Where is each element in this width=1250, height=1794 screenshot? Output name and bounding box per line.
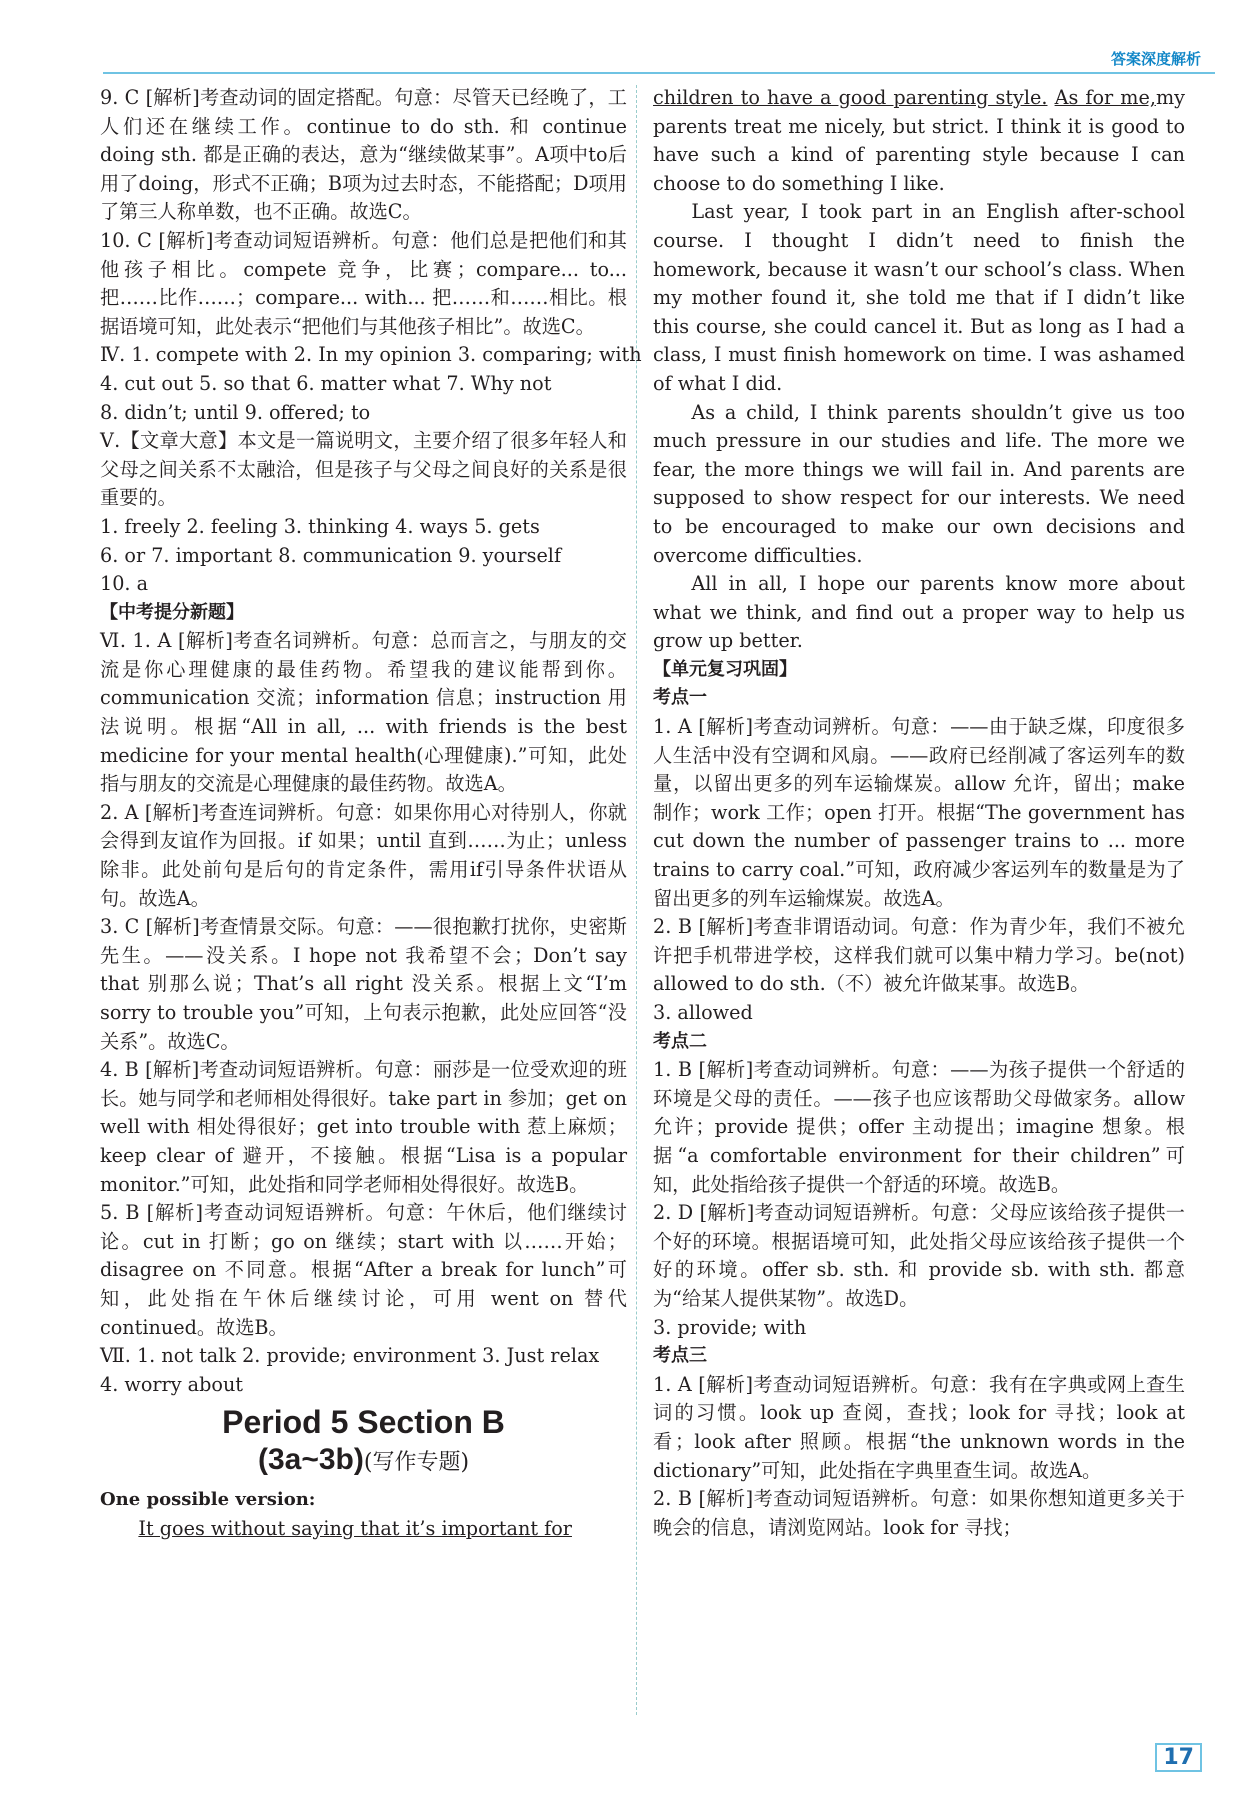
page-number: 17 <box>1155 1743 1202 1772</box>
essay-p1-rest: my parents treat me nicely, but strict. I think it is good to have such a kind of parenting style because I can choose to do something I like. <box>653 86 1185 195</box>
essay-underlined-2: As for me, <box>1054 86 1156 109</box>
essay-paragraph-2: Last year, I took part in an English after-school course. I thought I didn’t need to finish the homework, because it wasn’t our school’s class. When my mother found it, she told me that if I didn’t like this course, she could cancel it. But as long as I had a class, I must finish homework on time. I was ashamed of what I did. <box>653 200 1185 395</box>
page-header <box>103 50 1215 74</box>
section-iv-row: 8. didn’t; until 9. offered; to <box>100 400 371 424</box>
section-iv-row: 4. cut out 5. so that 6. matter what 7. Why not <box>100 371 552 395</box>
left-column <box>100 84 642 1544</box>
essay-paragraph-1 <box>653 84 1185 198</box>
section-v-row: 6. or 7. important 8. communication 9. yourself <box>100 543 562 567</box>
essay-paragraph-3: As a child, I think parents shouldn’t give us too much pressure in our studies and life. The more we fear, the more things we will fail in. And parents are supposed to show respect for our interests. We need to be encouraged to make our own decisions and overcome difficulties. <box>653 400 1185 567</box>
answer-vi-1: Ⅵ. 1. A [解析]考查名词辨析。句意：总而言之，与朋友的交流是你心理健康的最佳药物。希望我的建议能帮到你。communication 交流；information 信息；instruction 用法说明。根据“All in all, ... with friends is the best medicine for your mental health(心理健康).”可知，此处指与朋友的交流是心理健康的最佳药物。故选A。 <box>100 629 627 796</box>
right-column <box>653 84 1185 1542</box>
point-one-q3: 3. allowed <box>653 1001 753 1024</box>
section-vii-row: 4. worry about <box>100 1372 244 1396</box>
period-range: (3a~3b) <box>257 1443 364 1477</box>
point-one-heading: 考点一 <box>653 687 707 709</box>
period-subtitle <box>100 1441 627 1482</box>
essay-start: It goes without saying that it’s important for <box>138 1516 572 1540</box>
point-three-q1: 1. A [解析]考查动词短语辨析。句意：我有在字典或网上查生词的习惯。look up 查阅，查找；look for 寻找；look at 看；look after 照顾。根据“the unknown words in the dictionary”可知，此处指在字典里查生词。故选A。 <box>653 1372 1185 1482</box>
essay-underlined: children to have a good parenting style. <box>653 86 1048 109</box>
point-two-q3: 3. provide; with <box>653 1315 807 1339</box>
header-brand: 答案深度解析 <box>1107 48 1205 69</box>
answer-vi-4: 4. B [解析]考查动词短语辨析。句意：丽莎是一位受欢迎的班长。她与同学和老师相处得很好。take part in 参加；get on well with 相处得很好；get into trouble with 惹上麻烦；keep clear of 避开，不接触。根据“Lisa is a popular monitor.”可知，此处指和同学老师相处得很好。故选B。 <box>100 1058 627 1196</box>
section-v-row: 10. a <box>100 572 149 596</box>
answer-vi-2: 2. A [解析]考查连词辨析。句意：如果你用心对待别人，你就会得到友谊作为回报。if 如果；until 直到……为止；unless 除非。此处前句是后句的肯定条件，需用if引导条件状语从句。故选A。 <box>100 800 627 910</box>
answer-10: 10. C [解析]考查动词短语辨析。句意：他们总是把他们和其他孩子相比。compete 竞争，比赛；compare... to... 把……比作……；compare... with... 把……和……相比。根据语境可知，此处表示“把他们与其他孩子相比”。故选C。 <box>100 228 627 338</box>
answer-9: 9. C [解析]考查动词的固定搭配。句意：尽管天已经晚了，工人们还在继续工作。continue to do sth. 和 continue doing sth. 都是正确的表达，意为“继续做某事”。A项中to后用了doing，形式不正确；B项为过去时态，不能搭配；D项用了第三人称单数，也不正确。故选C。 <box>100 86 627 224</box>
period-writing-tag: (写作专题) <box>363 1450 470 1476</box>
section-v-row: 1. freely 2. feeling 3. thinking 4. ways 5. gets <box>100 514 540 538</box>
point-three-q2: 2. B [解析]考查动词短语辨析。句意：如果你想知道更多关于晚会的信息，请浏览网站。look for 寻找； <box>653 1487 1185 1539</box>
section-vii-row: Ⅶ. 1. not talk 2. provide; environment 3. Just relax <box>100 1344 600 1368</box>
point-one-q2: 2. B [解析]考查非谓语动词。句意：作为青少年，我们不被允许把手机带进学校，这样我们就可以集中精力学习。be(not) allowed to do sth.（不）被允许做某事。故选B。 <box>653 915 1185 996</box>
column-divider <box>636 85 637 1715</box>
point-two-heading: 考点二 <box>653 1030 707 1052</box>
period-title: Period 5 Section B <box>222 1404 505 1441</box>
point-two-q1: 1. B [解析]考查动词辨析。句意：——为孩子提供一个舒适的环境是父母的责任。——孩子也应该帮助父母做家务。allow 允许；provide 提供；offer 主动提出；imagine 想象。根据“a comfortable environment for their children”可知，此处指给孩子提供一个舒适的环境。故选B。 <box>653 1058 1185 1196</box>
section-iv-row: Ⅳ. 1. compete with 2. In my opinion 3. comparing; with <box>100 343 642 367</box>
essay-paragraph-4: All in all, I hope our parents know more about what we think, and find out a proper way to help us grow up better. <box>653 572 1185 653</box>
answer-vi-3: 3. C [解析]考查情景交际。句意：——很抱歉打扰你，史密斯先生。——没关系。I hope not 我希望不会；Don’t say that 别那么说；That’s all right 没关系。根据上文“I’m sorry to trouble you”可知，上句表示抱歉，此处应回答“没关系”。故选C。 <box>100 915 627 1053</box>
possible-version-label: One possible version: <box>100 1489 316 1511</box>
point-two-q2: 2. D [解析]考查动词短语辨析。句意：父母应该给孩子提供一个好的环境。根据语境可知，此处指父母应该给孩子提供一个好的环境。offer sb. sth. 和 provide sb. with sth. 都意为“给某人提供某物”。故选D。 <box>653 1201 1185 1310</box>
unit-review-heading: 【单元复习巩固】 <box>653 658 797 680</box>
point-three-heading: 考点三 <box>653 1345 707 1367</box>
section-v-intro: Ⅴ.【文章大意】本文是一篇说明文，主要介绍了很多年轻人和父母之间关系不太融洽，但是孩子与父母之间良好的关系是很重要的。 <box>100 429 627 510</box>
answer-vi-5: 5. B [解析]考查动词短语辨析。句意：午休后，他们继续讨论。cut in 打断；go on 继续；start with 以……开始；disagree on 不同意。根据“After a break for lunch”可知，此处指在午休后继续讨论，可用 went on 替代 continued。故选B。 <box>100 1201 627 1339</box>
zhongkao-heading: 【中考提分新题】 <box>100 601 244 623</box>
point-one-q1: 1. A [解析]考查动词辨析。句意：——由于缺乏煤，印度很多人生活中没有空调和风扇。——政府已经削减了客运列车的数量，以留出更多的列车运输煤炭。allow 允许，留出；make 制作；work 工作；open 打开。根据“The government has cut down the number of passenger trains to ... more trains to carry coal.”可知，政府减少客运列车的数量是为了留出更多的列车运输煤炭。故选A。 <box>653 715 1185 910</box>
